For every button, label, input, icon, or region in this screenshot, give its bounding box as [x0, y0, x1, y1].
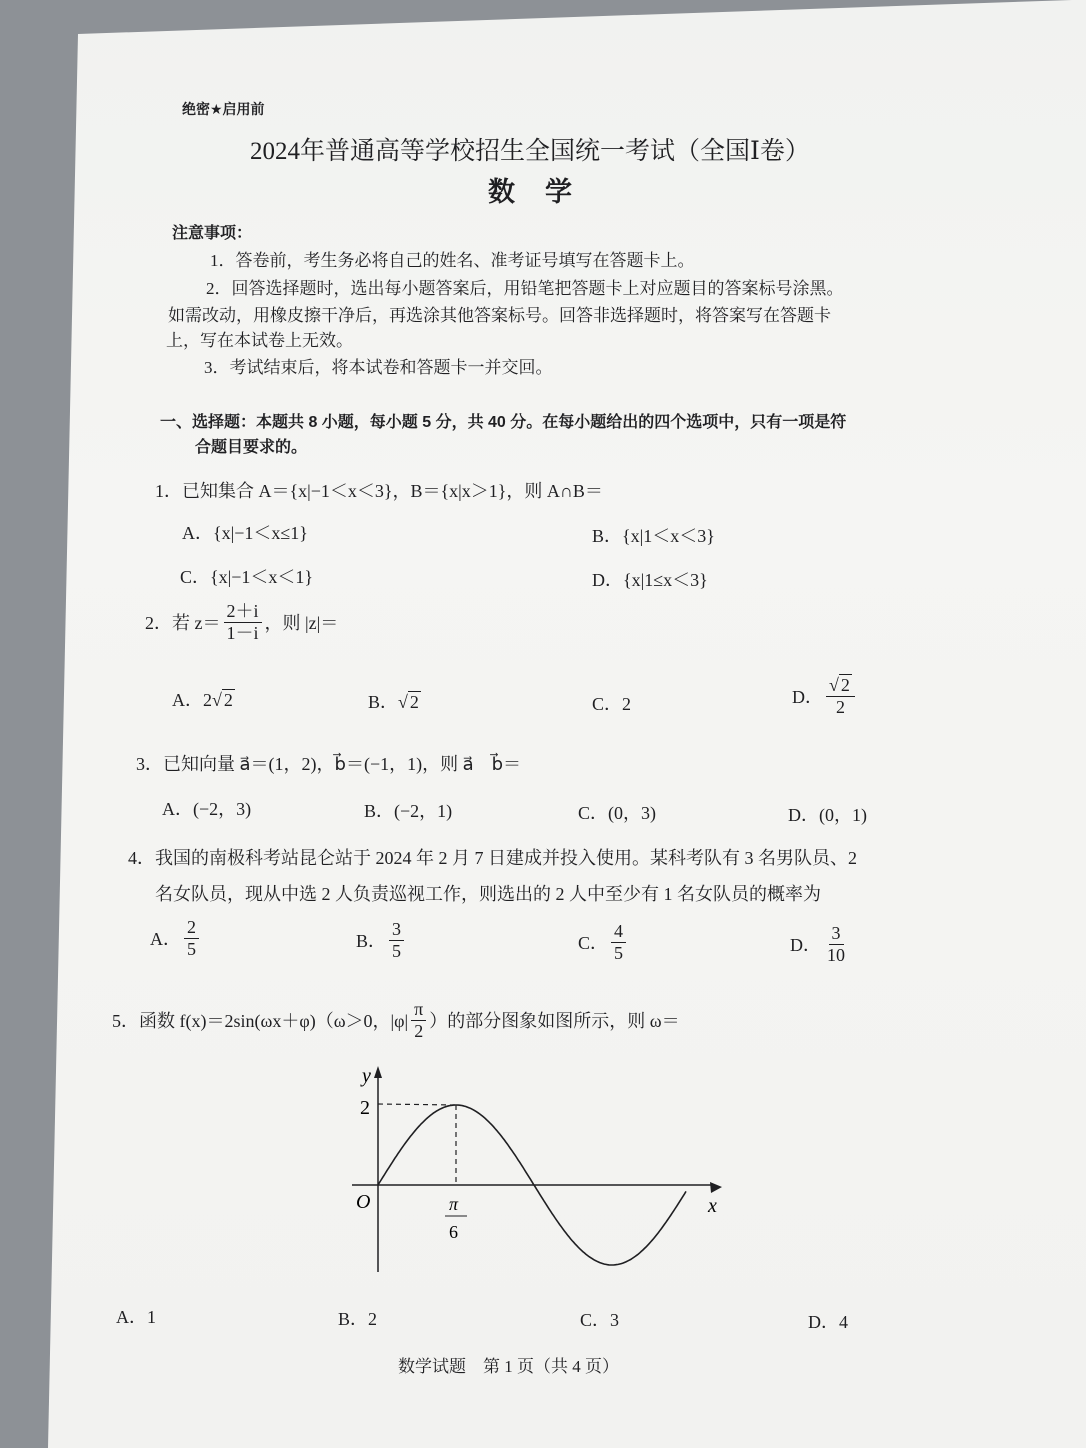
option-d-numerator: 3	[829, 924, 844, 945]
secret-label: 绝密★启用前	[182, 101, 265, 117]
section-heading: 一、选择题：本题共 8 小题，每小题 5 分，共 40 分。在每小题给出的四个选项中，只有一项是符	[160, 414, 847, 431]
max-dashed-horizontal	[378, 1104, 456, 1105]
sine-graph	[330, 1060, 750, 1280]
tick-numerator: π	[449, 1194, 459, 1214]
question-1-option-c: C．{x|−1＜x＜1}	[180, 567, 314, 587]
question-5-option-a: A．1	[116, 1307, 156, 1327]
notice-item-2-cont: 如需改动，用橡皮擦干净后，再选涂其他答案标号。回答非选择题时，将答案写在答题卡	[168, 306, 831, 325]
notice-item-3: 3．考试结束后，将本试卷和答题卡一并交回。	[204, 358, 553, 377]
question-5-denominator: 2	[414, 1020, 424, 1041]
question-1-option-a: A．{x|−1＜x≤1}	[182, 523, 308, 543]
question-2-option-c: C．2	[592, 694, 632, 714]
question-4-stem-line1: 4．我国的南极科考站昆仑站于 2024 年 2 月 7 日建成并投入使用。某科考队有 3 名男队员、2	[128, 848, 857, 868]
option-b-label: B．	[356, 931, 387, 952]
question-5-numerator: π	[411, 1000, 426, 1021]
option-c-label: C．	[578, 933, 609, 954]
question-5-option-d: D．4	[808, 1312, 848, 1332]
option-b-numerator: 3	[389, 920, 404, 941]
question-5-option-b: B．2	[338, 1309, 378, 1329]
question-3-option-b: B．(−2，1)	[364, 801, 453, 821]
question-2-denominator: 1－i	[226, 622, 259, 643]
notice-item-2: 2．回答选择题时，选出每小题答案后，用铅笔把答题卡上对应题目的答案标号涂黑。	[206, 279, 844, 298]
option-d-label: D．	[792, 687, 823, 708]
notice-item-1: 1．答卷前，考生务必将自己的姓名、准考证号填写在答题卡上。	[210, 251, 695, 270]
subject-title: 数 学	[488, 177, 573, 207]
question-4-option-b	[356, 920, 407, 961]
option-a-denominator: 5	[187, 938, 196, 959]
tick-denominator: 6	[449, 1222, 458, 1242]
question-1-stem: 1．已知集合 A＝{x|−1＜x＜3}，B＝{x|x＞1}，则 A∩B＝	[155, 481, 603, 501]
option-d-denominator: 10	[827, 944, 845, 965]
option-a-label: A．	[150, 929, 181, 950]
question-4-option-a	[150, 918, 202, 959]
question-5-option-c: C．3	[580, 1310, 620, 1330]
question-4-stem-line2: 名女队员，现从中选 2 人负责巡视工作，则选出的 2 人中至少有 1 名女队员的概率为	[155, 884, 821, 904]
question-3-stem: 3．已知向量 a⃗＝(1，2)，b⃗＝(−1，1)，则 a⃗ b⃗＝	[136, 754, 522, 774]
option-b-label: B．	[368, 692, 399, 712]
question-3-option-a: A．(−2，3)	[162, 799, 252, 819]
x-axis-label: x	[708, 1195, 717, 1217]
sqrt-sign-icon: √ 2	[212, 690, 233, 710]
question-2-option-b	[368, 688, 421, 714]
page-footer: 数学试题 第 1 页（共 4 页）	[398, 1357, 619, 1376]
sqrt-sign-icon: √ 2	[829, 675, 850, 695]
section-heading-cont: 合题目要求的。	[195, 439, 308, 456]
question-1-option-d: D．{x|1≤x＜3}	[592, 570, 708, 590]
option-a-label: A．	[172, 690, 203, 710]
question-5-prefix: 5．函数 f(x)＝2sin(ωx＋φ)（ω＞0，|φ|	[112, 1011, 409, 1032]
question-2-option-a	[172, 686, 235, 712]
question-2-fraction	[224, 602, 262, 643]
option-a-radicand: 2	[223, 690, 233, 710]
origin-label: O	[356, 1191, 371, 1213]
sqrt-sign-icon: √ 2	[398, 692, 419, 712]
x-axis-arrow-icon	[710, 1182, 722, 1193]
option-c-numerator: 4	[611, 922, 626, 943]
question-2-prefix: 2．若 z＝	[145, 613, 221, 634]
option-d-radicand: 2	[840, 675, 850, 695]
question-5-suffix: ）的部分图象如图所示，则 ω＝	[429, 1011, 680, 1032]
question-4-option-c	[578, 922, 629, 963]
option-a-coefficient: 2	[203, 690, 212, 710]
question-4-option-d	[790, 924, 851, 965]
question-1-option-b: B．{x|1＜x＜3}	[592, 526, 715, 546]
y-axis-arrow-icon	[374, 1066, 382, 1078]
option-c-denominator: 5	[614, 942, 624, 963]
y-axis-label: y	[362, 1065, 371, 1087]
question-5-stem	[112, 1000, 680, 1041]
notice-item-2-end: 上，写在本试卷上无效。	[166, 331, 353, 350]
option-b-radicand: 2	[409, 692, 419, 712]
question-2-option-d	[792, 676, 858, 717]
option-b-denominator: 5	[392, 940, 402, 961]
notice-heading: 注意事项：	[172, 225, 253, 242]
question-5-fraction	[411, 1000, 426, 1041]
exam-title: 2024年普通高等学校招生全国统一考试（全国Ⅰ卷）	[250, 138, 810, 165]
question-2-suffix: ，则 |z|＝	[264, 613, 339, 634]
option-d-fraction	[826, 676, 855, 717]
question-3-option-c: C．(0，3)	[578, 803, 656, 823]
question-2-stem	[145, 602, 338, 643]
option-d-label: D．	[790, 935, 821, 956]
question-3-option-d: D．(0，1)	[788, 805, 867, 825]
option-d-denominator: 2	[835, 696, 845, 717]
question-2-numerator: 2＋i	[224, 602, 262, 623]
max-value-label: 2	[360, 1097, 370, 1119]
option-a-numerator: 2	[184, 918, 199, 939]
